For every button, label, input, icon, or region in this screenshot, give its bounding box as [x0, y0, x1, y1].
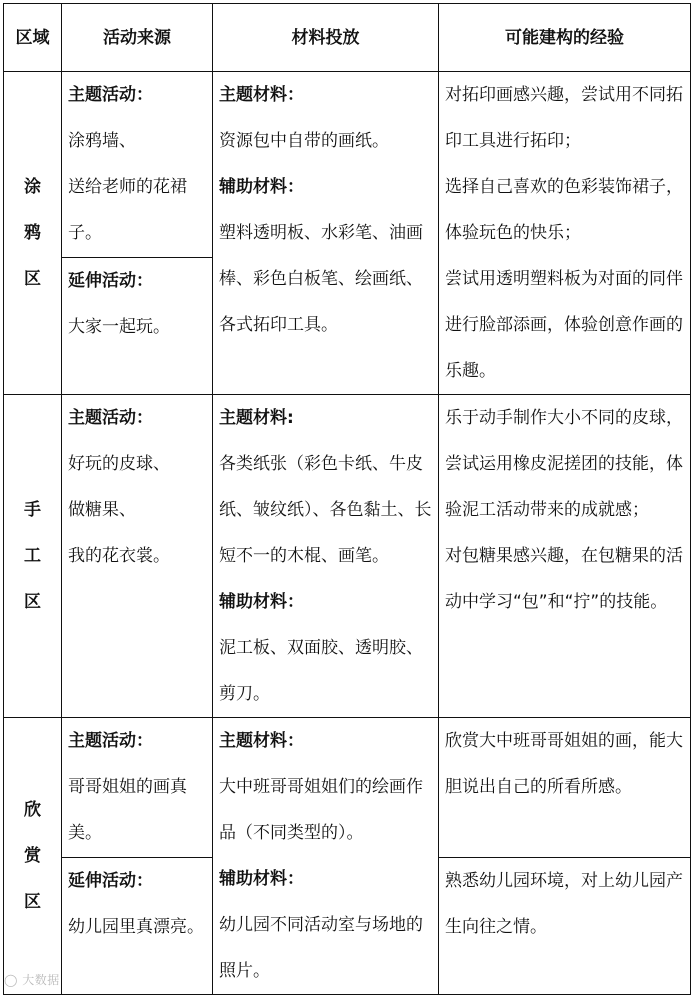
- header-area: 区域: [4, 4, 62, 72]
- area-cell-handcraft: [4, 395, 62, 718]
- area-char: 鸦: [24, 223, 41, 243]
- area-cell-graffiti: [4, 72, 62, 395]
- theme-activity-item: 做糖果、: [68, 500, 136, 520]
- extension-activity-label: 延伸活动：: [68, 270, 153, 291]
- experience-item: 尝试用透明塑料板为对面的同伴进行脸部添画，体验创意作画的乐趣。: [445, 269, 683, 381]
- area-char: 区: [24, 269, 41, 289]
- experience-item: 选择自己喜欢的色彩装饰裙子，体验玩色的快乐；: [445, 177, 683, 243]
- main-material-label: 主题材料：: [219, 85, 304, 105]
- experience-item: 对包糖果感兴趣，在包糖果的活动中学习“包”和“拧”的技能。: [445, 546, 683, 612]
- area-char: 区: [24, 892, 41, 912]
- section-row-graffiti: [4, 72, 691, 258]
- aux-material-label: 辅助材料：: [219, 177, 304, 197]
- main-material-label: 主题材料:: [219, 408, 294, 428]
- extension-activity-cell: [62, 857, 213, 995]
- main-material-text: 资源包中自带的画纸。: [219, 131, 389, 151]
- watermark-icon: ◯: [4, 973, 18, 987]
- main-material-text: 大中班哥哥姐姐们的绘画作品（不同类型的）。: [219, 777, 423, 843]
- area-char: 区: [24, 592, 41, 612]
- theme-activity-item: 送给老师的花裙子。: [68, 177, 187, 243]
- area-char: 涂: [24, 177, 41, 197]
- main-material-label: 主题材料：: [219, 731, 304, 751]
- watermark: [4, 971, 60, 988]
- materials-cell: [213, 72, 439, 395]
- experience-item: 欣赏大中班哥哥姐姐的画，能大胆说出自己的所看所感。: [445, 731, 683, 797]
- experience-cell: [439, 857, 691, 995]
- experience-item: 熟悉幼儿园环境，对上幼儿园产生向往之情。: [445, 870, 683, 937]
- experience-item: 乐于动手制作大小不同的皮球，尝试运用橡皮泥搓团的技能，体验泥工活动带来的成就感；: [445, 408, 683, 520]
- activity-table: [3, 3, 691, 995]
- header-row: [4, 4, 691, 72]
- theme-activity-cell: [62, 718, 213, 858]
- main-material-text: 各类纸张（彩色卡纸、牛皮纸、皱纹纸）、各色黏土、长短不一的木棍、画笔。: [219, 454, 432, 566]
- area-cell-appreciation: [4, 718, 62, 995]
- theme-activity-cell: [62, 395, 213, 718]
- experience-cell: [439, 718, 691, 858]
- theme-activity-item: 涂鸦墙、: [68, 131, 136, 151]
- area-char: 欣: [24, 800, 41, 820]
- area-char: 手: [24, 500, 41, 520]
- aux-material-text: 幼儿园不同活动室与场地的照片。: [219, 915, 423, 981]
- extension-activity-item: 幼儿园里真漂亮。: [68, 916, 204, 937]
- experience-cell: [439, 395, 691, 718]
- extension-activity-label: 延伸活动：: [68, 870, 153, 891]
- theme-activity-item: 哥哥姐姐的画真美。: [68, 777, 187, 843]
- extension-activity-item: 大家一起玩。: [68, 316, 170, 337]
- materials-cell: [213, 395, 439, 718]
- experience-cell: [439, 72, 691, 395]
- experience-item: 对拓印画感兴趣，尝试用不同拓印工具进行拓印；: [445, 85, 683, 151]
- theme-activity-label: 主题活动：: [68, 731, 153, 751]
- aux-material-text: 泥工板、双面胶、透明胶、剪刀。: [219, 638, 423, 704]
- aux-material-label: 辅助材料：: [219, 592, 304, 612]
- header-materials: 材料投放: [213, 4, 439, 72]
- aux-material-label: 辅助材料：: [219, 869, 304, 889]
- watermark-text: 大数据: [22, 973, 60, 987]
- area-char: 工: [24, 546, 41, 566]
- section-row-handcraft: [4, 395, 691, 718]
- materials-cell: [213, 718, 439, 995]
- theme-activity-label: 主题活动：: [68, 408, 153, 428]
- extension-activity-cell: [62, 257, 213, 394]
- header-experience: 可能建构的经验: [439, 4, 691, 72]
- theme-activity-item: 好玩的皮球、: [68, 454, 170, 474]
- theme-activity-label: 主题活动：: [68, 85, 153, 105]
- theme-activity-cell: [62, 72, 213, 258]
- theme-activity-item: 我的花衣裳。: [68, 546, 170, 566]
- header-source: 活动来源: [62, 4, 213, 72]
- aux-material-text: 塑料透明板、水彩笔、油画棒、彩色白板笔、绘画纸、各式拓印工具。: [219, 223, 423, 335]
- section-row-appreciation: [4, 718, 691, 858]
- area-char: 赏: [24, 846, 41, 866]
